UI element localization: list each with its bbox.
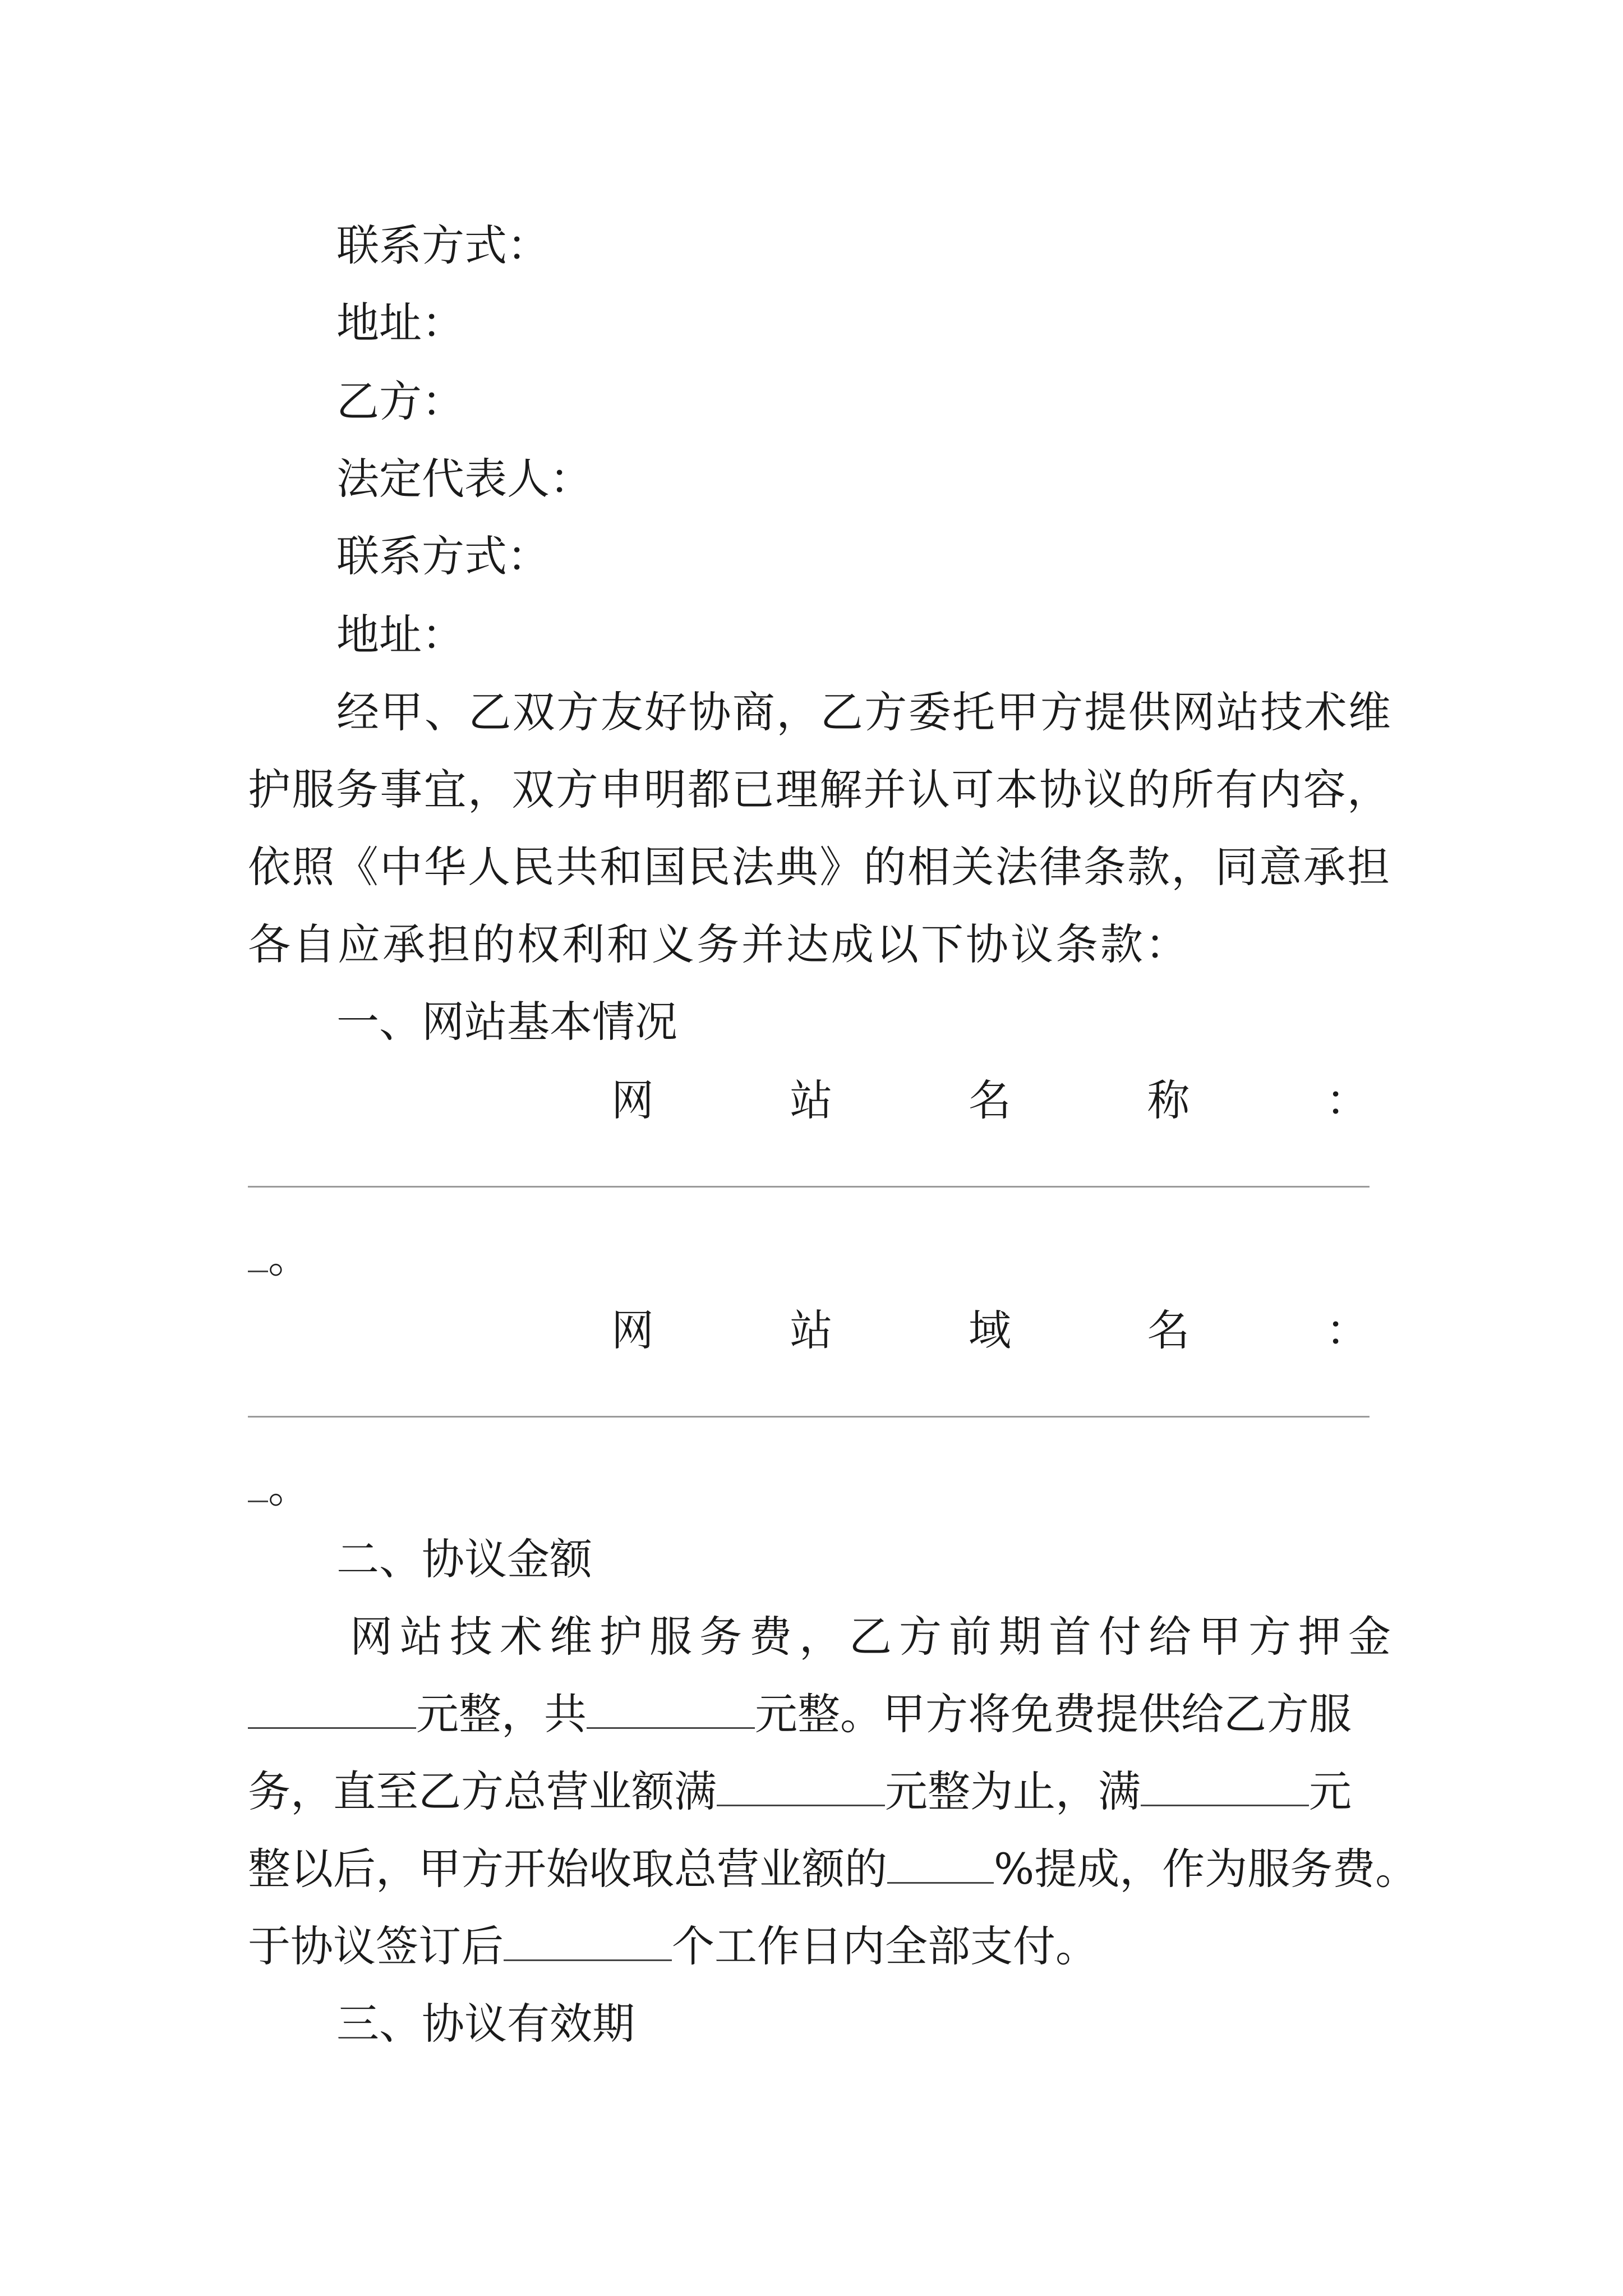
site-name-label bbox=[611, 1073, 1368, 1129]
site-domain-char: 网 bbox=[611, 1305, 654, 1355]
site-domain-char: 站 bbox=[790, 1305, 833, 1355]
party-b-contact: 联系方式： bbox=[336, 531, 550, 581]
site-name-char: 名 bbox=[969, 1075, 1011, 1125]
site-name-blank-tail bbox=[248, 1236, 268, 1272]
fee-line-3: 务，直至乙方总营业额满 元整为止，满 元 bbox=[248, 1766, 1352, 1816]
fee-line-5: 于协议签订后 个工作日内全部支付。 bbox=[248, 1921, 1098, 1971]
section-1-heading: 一、网站基本情况 bbox=[336, 997, 677, 1047]
site-domain-end bbox=[248, 1460, 311, 1516]
site-domain-char: ： bbox=[1326, 1305, 1368, 1355]
preamble-line-1: 经甲、乙双方友好协商，乙方委托甲方提供网站技术维 bbox=[336, 687, 1391, 737]
total-blank bbox=[587, 1692, 755, 1729]
revenue-threshold-blank bbox=[717, 1770, 885, 1806]
party-b-address: 地址： bbox=[336, 610, 464, 660]
deposit-blank bbox=[248, 1692, 416, 1729]
site-name-char: ： bbox=[1326, 1075, 1368, 1125]
party-b-label: 乙方： bbox=[336, 376, 464, 426]
party-a-contact: 联系方式： bbox=[336, 220, 550, 270]
site-name-blank-line bbox=[248, 1186, 1370, 1188]
site-name-char: 称 bbox=[1147, 1075, 1190, 1125]
section-2-heading: 二、协议金额 bbox=[336, 1534, 592, 1584]
preamble-line-3: 依照《中华人民共和国民法典》的相关法律条款，同意承担 bbox=[248, 842, 1390, 892]
site-name-end bbox=[248, 1230, 311, 1286]
period: 。 bbox=[268, 1462, 311, 1512]
preamble-line-4: 各自应承担的权利和义务并达成以下协议条款： bbox=[248, 919, 1190, 969]
fee-line-2: 元整，共 元整。甲方将免费提供给乙方服 bbox=[248, 1686, 1352, 1742]
site-domain-char: 域 bbox=[969, 1305, 1011, 1355]
percentage-blank bbox=[887, 1847, 994, 1884]
section-3-heading: 三、协议有效期 bbox=[336, 1999, 635, 2049]
fee-line-1: 网站技术维护服务费，乙方前期首付给甲方押金 bbox=[350, 1612, 1391, 1662]
party-b-legal-rep: 法定代表人： bbox=[336, 454, 592, 504]
period: 。 bbox=[268, 1232, 311, 1282]
site-domain-blank-line bbox=[248, 1416, 1370, 1418]
revenue-threshold-blank-2 bbox=[1141, 1770, 1309, 1806]
site-domain-label bbox=[611, 1303, 1368, 1359]
workdays-blank bbox=[504, 1925, 672, 1961]
preamble-line-2: 护服务事宜，双方申明都已理解并认可本协议的所有内容， bbox=[248, 765, 1390, 815]
fee-line-4: 整以后，甲方开始收取总营业额的 %提成，作为服务费。 bbox=[248, 1844, 1418, 1894]
site-domain-char: 名 bbox=[1147, 1305, 1190, 1355]
site-name-char: 站 bbox=[790, 1075, 833, 1125]
site-domain-blank-tail bbox=[248, 1466, 268, 1502]
site-name-char: 网 bbox=[611, 1075, 654, 1125]
party-a-address: 地址： bbox=[336, 298, 464, 348]
